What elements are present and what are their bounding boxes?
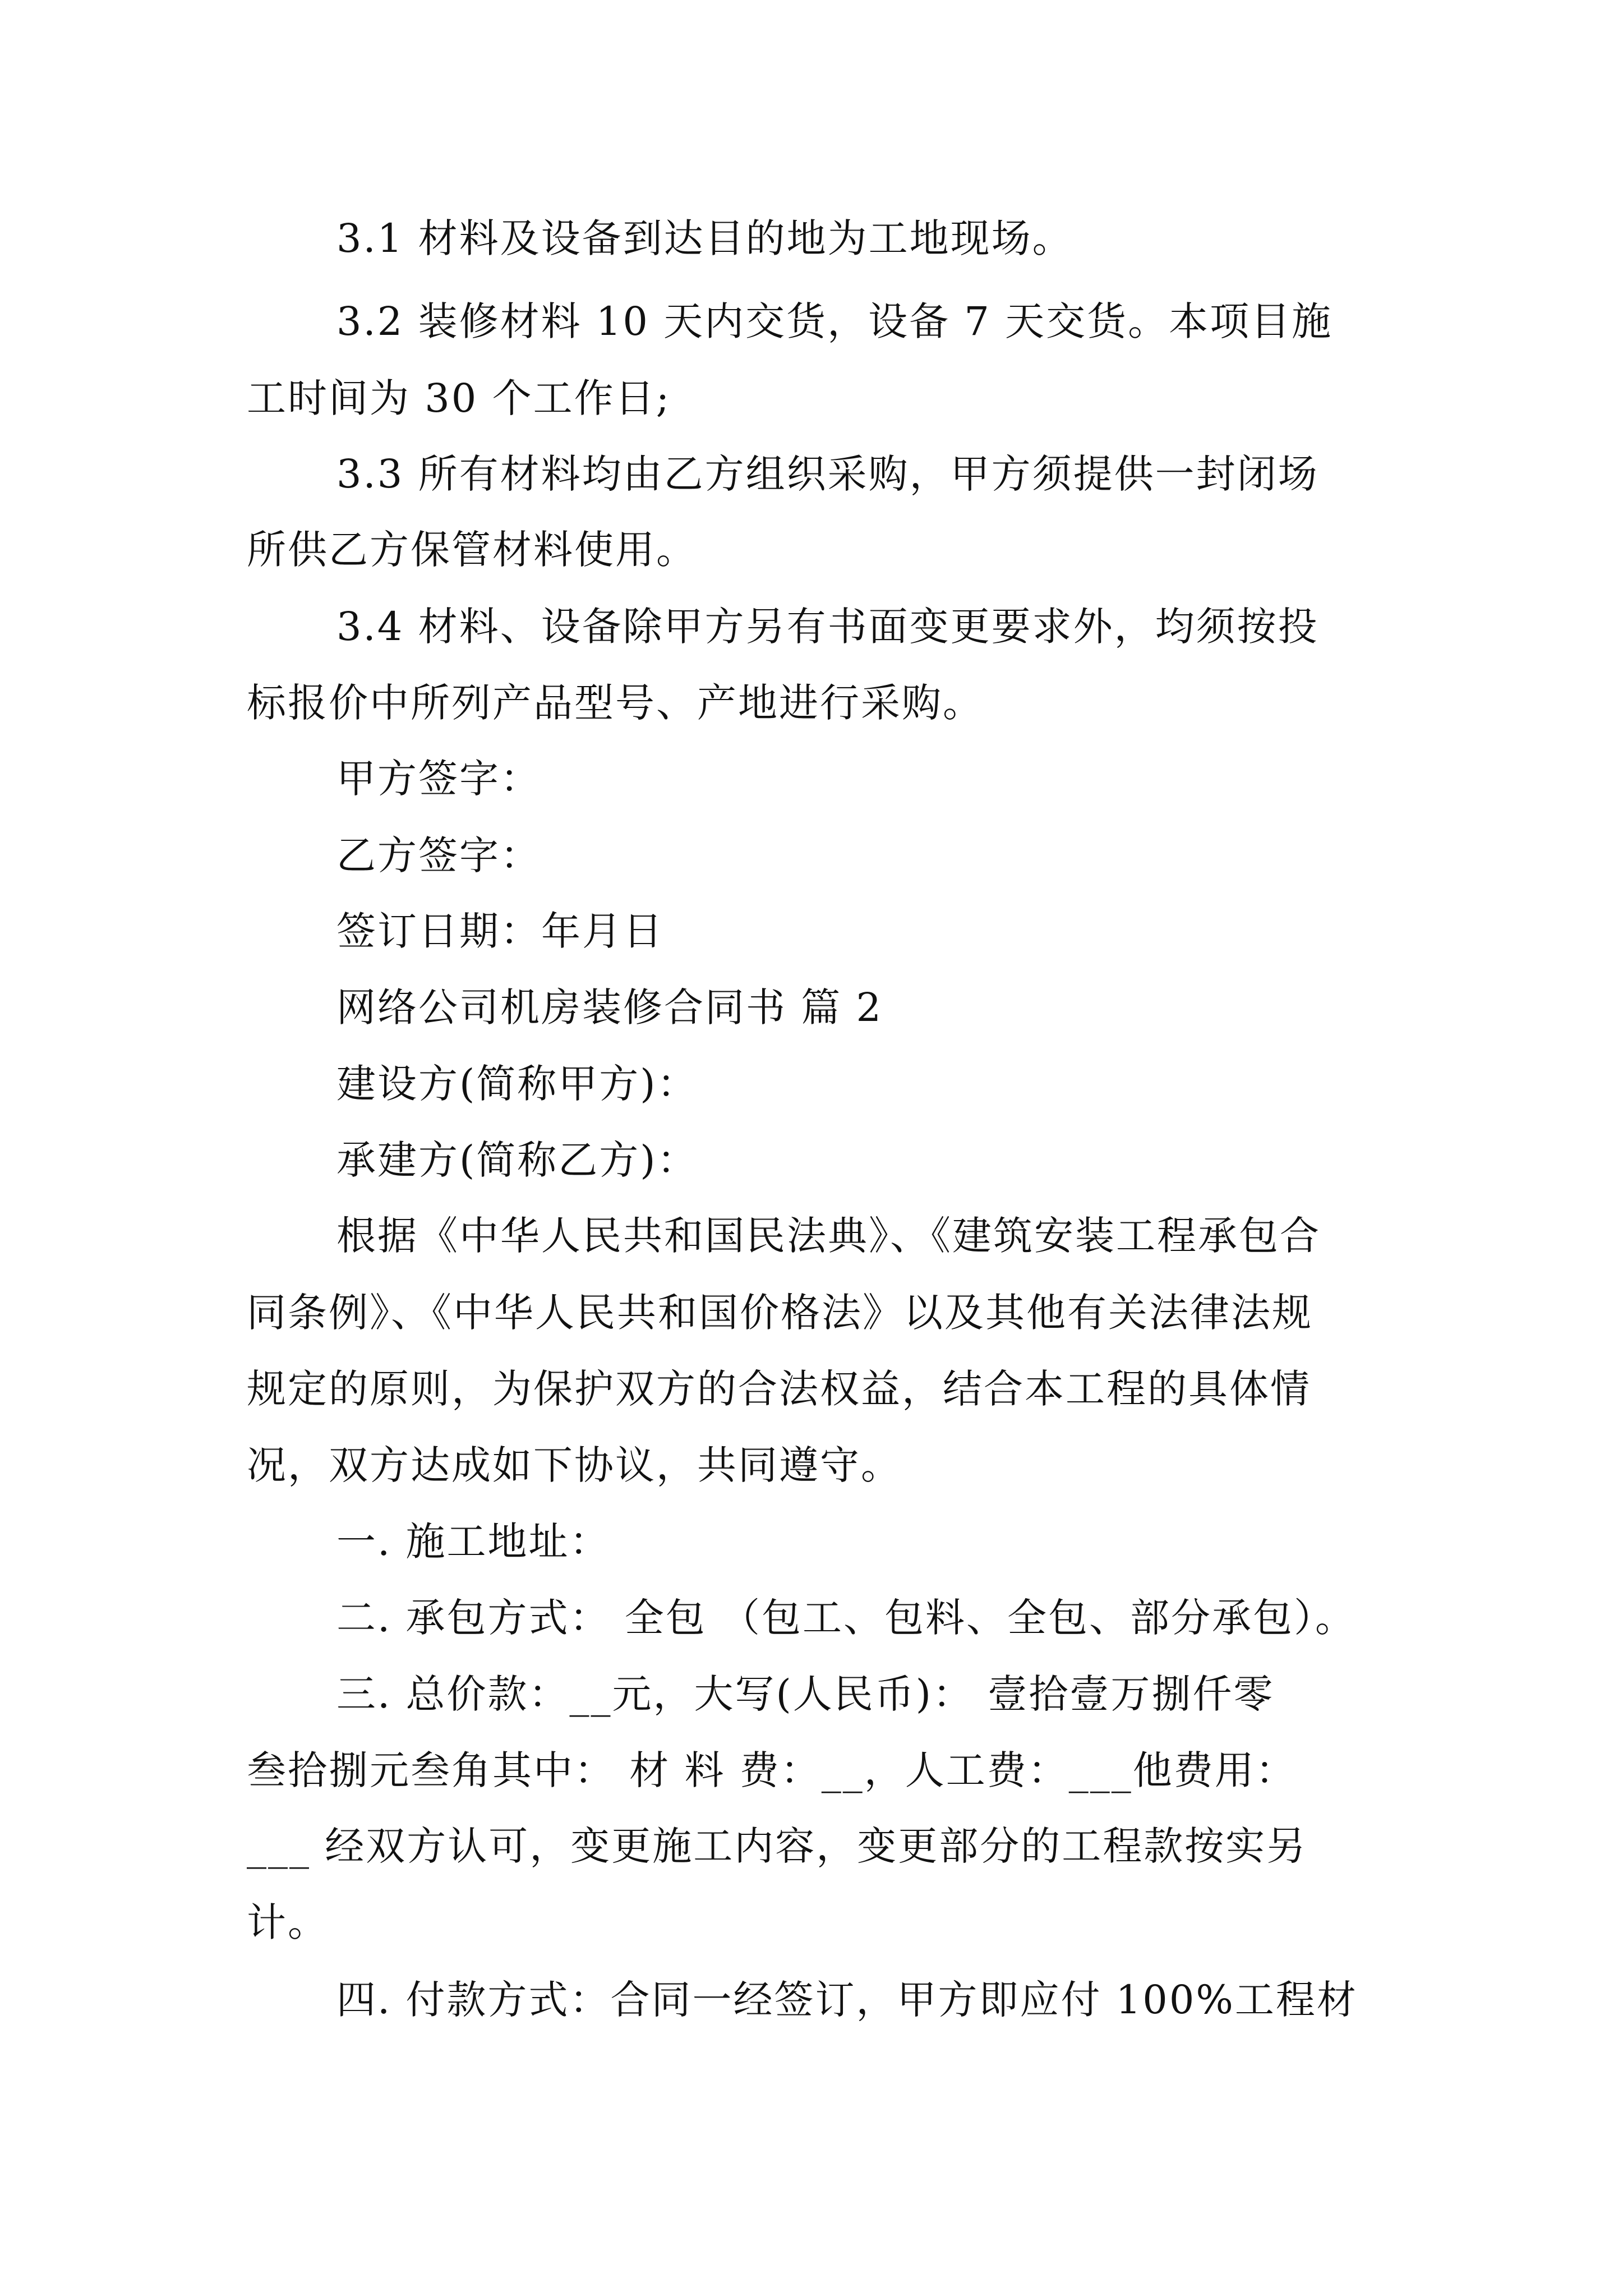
signing-date: 签订日期：年月日 xyxy=(336,908,664,954)
clause-3-3-line-1: 3.3 所有材料均由乙方组织采购，甲方须提供一封闭场 xyxy=(336,451,1319,497)
clause-3-2-line-1: 3.2 装修材料 10 天内交货，设备 7 天交货。本项目施 xyxy=(336,298,1333,344)
item-4-payment: 四. 付款方式：合同一经签订，甲方即应付 100%工程材 xyxy=(336,1977,1358,2023)
clause-3-4-line-2: 标报价中所列产品型号、产地进行采购。 xyxy=(247,680,984,726)
item-3-total-price-line-3: ___ 经双方认可，变更施工内容，变更部分的工程款按实另 xyxy=(247,1823,1308,1869)
item-3-total-price-line-4: 计。 xyxy=(247,1899,329,1945)
clause-3-1: 3.1 材料及设备到达目的地为工地现场。 xyxy=(336,215,1073,261)
construction-party: 建设方(简称甲方)： xyxy=(336,1061,698,1107)
preamble-line-2: 同条例》、《中华人民共和国价格法》以及其他有关法律法规 xyxy=(247,1290,1313,1336)
clause-3-4-line-1: 3.4 材料、设备除甲方另有书面变更要求外，均须按投 xyxy=(336,604,1319,650)
section-title: 网络公司机房装修合同书 篇 2 xyxy=(336,984,883,1030)
item-3-total-price-line-1: 三. 总价款：__元，大写(人民币)： 壹拾壹万捌仟零 xyxy=(336,1671,1275,1717)
preamble-line-3: 规定的原则，为保护双方的合法权益，结合本工程的具体情 xyxy=(247,1366,1311,1412)
item-1-address: 一. 施工地址： xyxy=(336,1519,611,1565)
preamble-line-1: 根据《中华人民共和国民法典》、《建筑安装工程承包合 xyxy=(336,1213,1321,1259)
item-3-total-price-line-2: 叁拾捌元叁角其中： 材 料 费：__，人工费：___他费用： xyxy=(247,1747,1297,1793)
party-a-signature: 甲方签字： xyxy=(336,756,541,802)
party-b-signature: 乙方签字： xyxy=(336,832,541,878)
clause-3-2-line-2: 工时间为 30 个工作日; xyxy=(247,375,671,421)
item-2-contract-mode: 二. 承包方式： 全包 （包工、包料、全包、部分承包）。 xyxy=(336,1595,1357,1641)
contractor-party: 承建方(简称乙方)： xyxy=(336,1137,698,1183)
preamble-line-4: 况，双方达成如下协议，共同遵守。 xyxy=(247,1442,902,1488)
clause-3-3-line-2: 所供乙方保管材料使用。 xyxy=(247,527,697,573)
